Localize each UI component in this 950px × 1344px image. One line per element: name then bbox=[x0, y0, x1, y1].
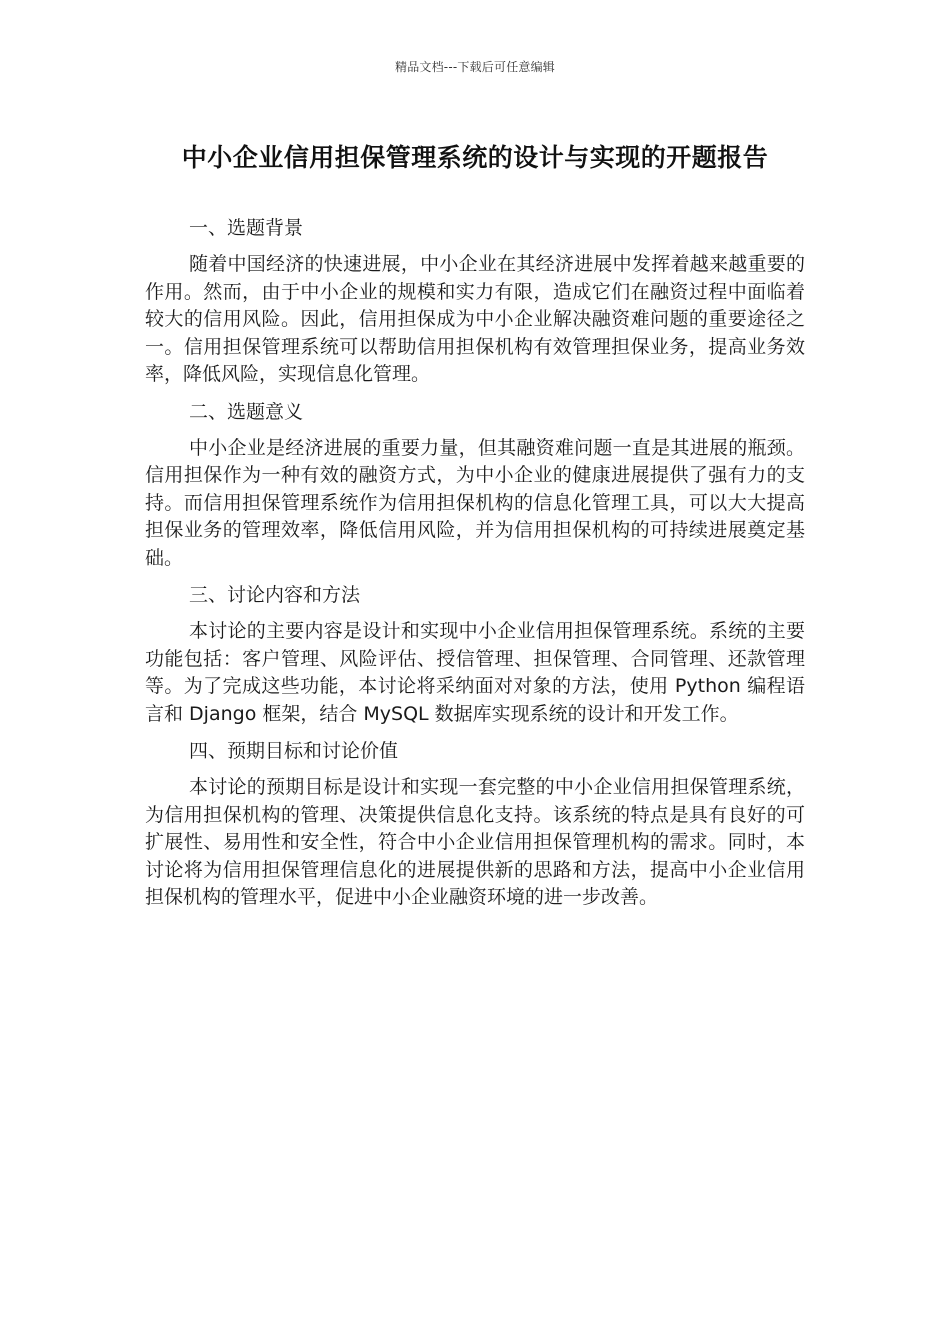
section-paragraph: 中小企业是经济进展的重要力量，但其融资难问题一直是其进展的瓶颈。信用担保作为一种有效的融资方式，为中小企业的健康进展提供了强有力的支持。而信用担保管理系统作为信用担保机构的信息化管理工具，可以大大提高担保业务的管理效率，降低信用风险，并为信用担保机构的可持续进展奠定基础。 bbox=[145, 436, 805, 569]
section-paragraph: 随着中国经济的快速进展，中小企业在其经济进展中发挥着越来越重要的作用。然而，由于中小企业的规模和实力有限，造成它们在融资过程中面临着较大的信用风险。因此，信用担保成为中小企业解决融资难问题的重要途径之一。信用担保管理系统可以帮助信用担保机构有效管理担保业务，提高业务效率，降低风险，实现信息化管理。 bbox=[145, 253, 805, 385]
section-background bbox=[145, 212, 805, 389]
section-paragraph: 本讨论的预期目标是设计和实现一套完整的中小企业信用担保管理系统，为信用担保机构的管理、决策提供信息化支持。该系统的特点是具有良好的可扩展性、易用性和安全性，符合中小企业信用担保管理机构的需求。同时，本讨论将为信用担保管理信息化的进展提供新的思路和方法，提高中小企业信用担保机构的管理水平，促进中小企业融资环境的进一步改善。 bbox=[145, 776, 805, 908]
section-heading: 三、讨论内容和方法 bbox=[189, 584, 361, 606]
section-significance bbox=[145, 396, 805, 573]
header-note: 精品文档---下载后可任意编辑 bbox=[395, 60, 555, 74]
section-goals-and-value bbox=[145, 735, 805, 912]
document-title: 中小企业信用担保管理系统的设计与实现的开题报告 bbox=[181, 143, 769, 172]
document-content bbox=[145, 212, 805, 919]
section-heading: 二、选题意义 bbox=[189, 400, 304, 423]
section-heading: 四、预期目标和讨论价值 bbox=[189, 740, 399, 762]
section-content-and-methods bbox=[145, 579, 805, 728]
section-paragraph: 本讨论的主要内容是设计和实现中小企业信用担保管理系统。系统的主要功能包括：客户管理、风险评估、授信管理、担保管理、合同管理、还款管理等。为了完成这些功能，本讨论将采纳面对对象的方法，使用 Python 编程语言和 Django 框架，结合 MySQL 数据库实现系统的设计和开发工作。 bbox=[145, 620, 805, 725]
section-heading: 一、选题背景 bbox=[189, 217, 304, 239]
